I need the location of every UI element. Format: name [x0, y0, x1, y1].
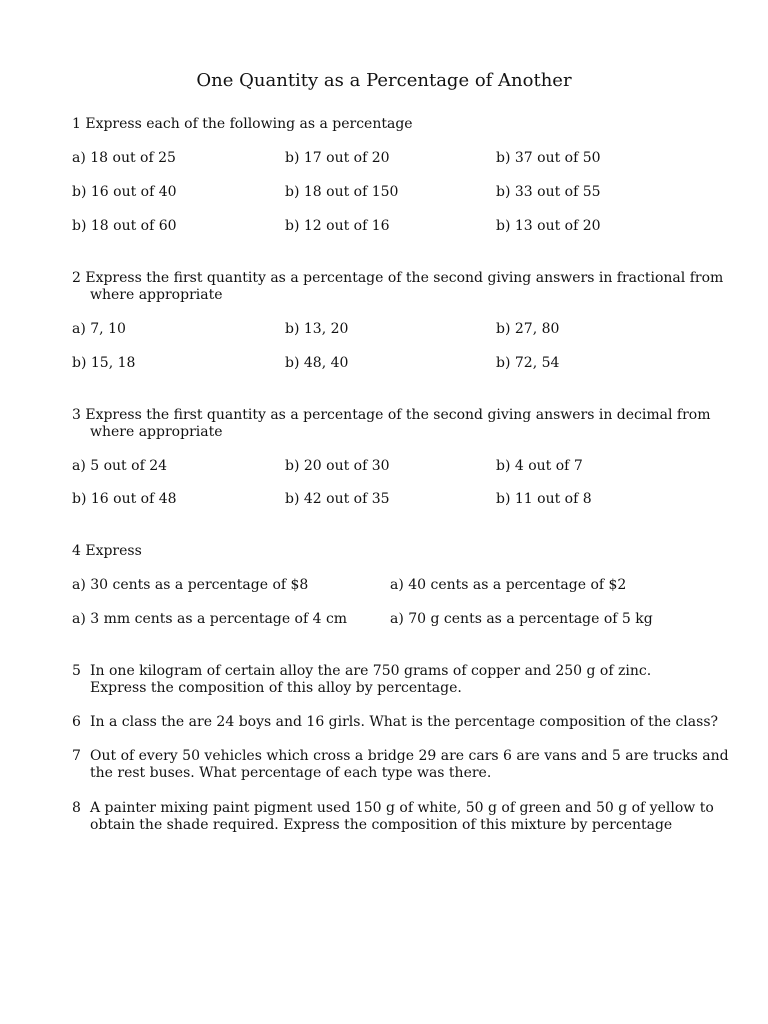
q5-text: In one kilogram of certain alloy the are 750 grams of copper and 250 g of zinc.: [90, 663, 652, 679]
q1-item: b) 13 out of 20: [496, 218, 601, 234]
q3-item: b) 20 out of 30: [285, 458, 390, 474]
q4-item: a) 70 g cents as a percentage of 5 kg: [390, 611, 653, 627]
q2-prompt-line-1: 2 Express the first quantity as a percentage of the second giving answers in fractional from: [72, 270, 724, 286]
q6-line-1: [72, 714, 718, 730]
q1-item: a) 18 out of 25: [72, 150, 176, 166]
q6-text: In a class the are 24 boys and 16 girls. What is the percentage composition of the class?: [90, 714, 719, 730]
q4-item: a) 40 cents as a percentage of $2: [390, 577, 627, 593]
q3-item: b) 4 out of 7: [496, 458, 583, 474]
q3-item: b) 11 out of 8: [496, 491, 592, 507]
q6-number: 6: [72, 714, 81, 730]
q1-item: b) 12 out of 16: [285, 218, 390, 234]
q1-row-1: [0, 150, 768, 170]
q1-prompt: 1 Express each of the following as a percentage: [72, 116, 413, 132]
q3-row-2: [0, 491, 768, 511]
q8-text: A painter mixing paint pigment used 150 g of white, 50 g of green and 50 g of yellow to: [90, 800, 714, 816]
q4-item: a) 30 cents as a percentage of $8: [72, 577, 309, 593]
q5-number: 5: [72, 663, 81, 679]
q5-line-2: Express the composition of this alloy by percentage.: [90, 680, 462, 696]
q3-item: b) 42 out of 35: [285, 491, 390, 507]
q2-item: b) 13, 20: [285, 321, 349, 337]
q2-prompt-line-2: where appropriate: [90, 287, 223, 303]
q2-item: b) 15, 18: [72, 355, 136, 371]
q8-line-2: obtain the shade required. Express the composition of this mixture by percentage: [90, 817, 673, 833]
q1-item: b) 16 out of 40: [72, 184, 177, 200]
q2-item: b) 27, 80: [496, 321, 560, 337]
q3-prompt-line-2: where appropriate: [90, 424, 223, 440]
q2-row-1: [0, 321, 768, 341]
q7-number: 7: [72, 748, 81, 764]
q1-item: b) 33 out of 55: [496, 184, 601, 200]
q3-prompt-line-1: 3 Express the first quantity as a percentage of the second giving answers in decimal from: [72, 407, 711, 423]
q7-line-2: the rest buses. What percentage of each type was there.: [90, 765, 492, 781]
q3-item: b) 16 out of 48: [72, 491, 177, 507]
q1-item: b) 37 out of 50: [496, 150, 601, 166]
q2-item: b) 72, 54: [496, 355, 560, 371]
q8-line-1: [72, 800, 714, 816]
q3-item: a) 5 out of 24: [72, 458, 168, 474]
q2-row-2: [0, 355, 768, 375]
q8-number: 8: [72, 800, 81, 816]
q4-row-2: [0, 611, 768, 631]
q1-row-3: [0, 218, 768, 238]
q4-row-1: [0, 577, 768, 597]
q1-row-2: [0, 184, 768, 204]
q5-line-1: [72, 663, 651, 679]
q4-item: a) 3 mm cents as a percentage of 4 cm: [72, 611, 348, 627]
q2-item: a) 7, 10: [72, 321, 126, 337]
q7-line-1: [72, 748, 729, 764]
q3-row-1: [0, 458, 768, 478]
q1-item: b) 18 out of 150: [285, 184, 399, 200]
q1-item: b) 17 out of 20: [285, 150, 390, 166]
q2-item: b) 48, 40: [285, 355, 349, 371]
q7-text: Out of every 50 vehicles which cross a bridge 29 are cars 6 are vans and 5 are trucks and: [90, 748, 729, 764]
page-title: One Quantity as a Percentage of Another: [196, 70, 572, 91]
q1-item: b) 18 out of 60: [72, 218, 177, 234]
q4-prompt: 4 Express: [72, 543, 142, 559]
